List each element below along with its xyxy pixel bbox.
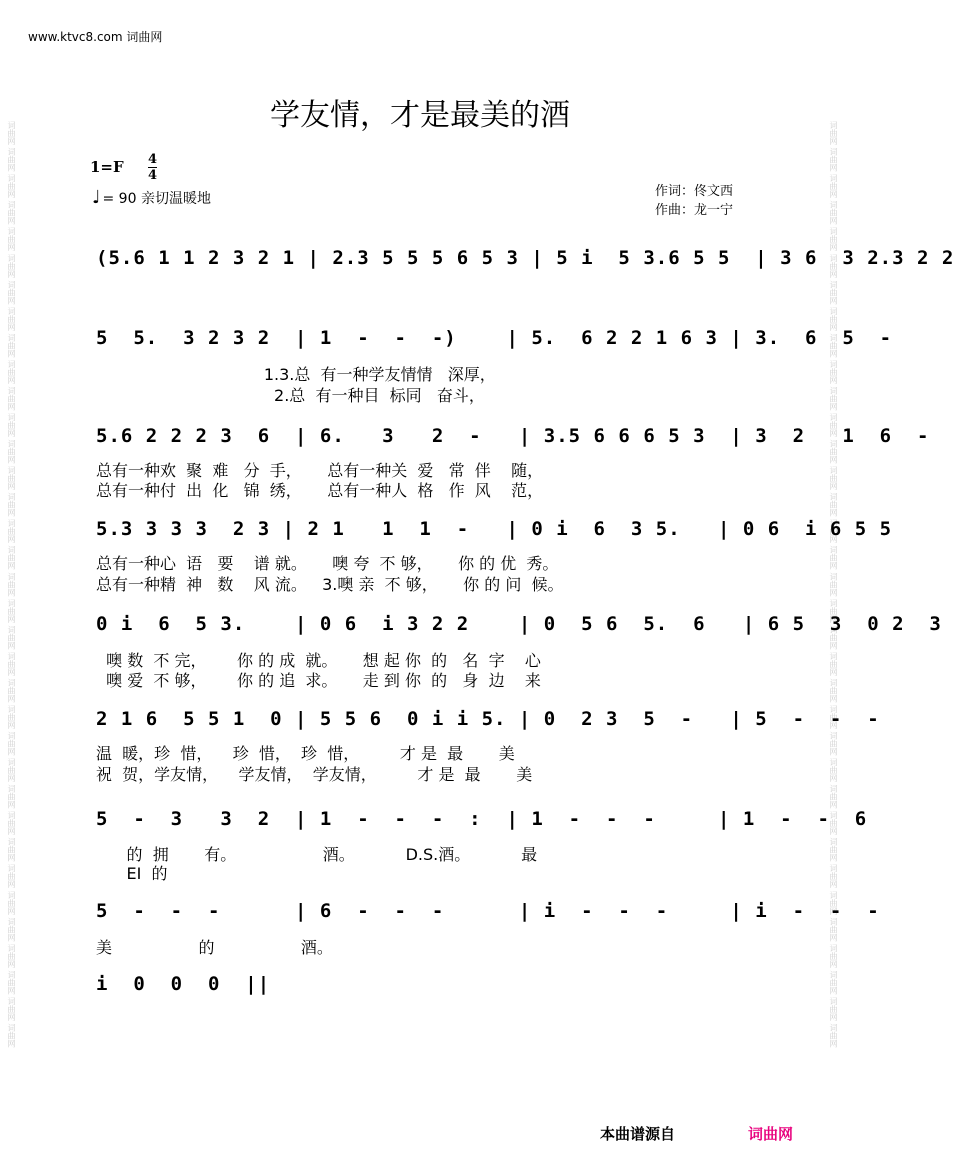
lyric-row-5-line-1: 噢 数 不 完， 你 的 成 就。 想 起 你 的 名 字 心: [96, 651, 541, 670]
lyric-row-6-line-2: 祝 贺，学友情， 学友情， 学友情， 才 是 最 美: [96, 765, 533, 784]
notation-row-5: 0 i 6 5 3. | 0 6 i 3 2 2 | 0 5 6 5. 6 | 6 5 3 0 2 3: [96, 613, 942, 635]
tempo-marking: [92, 187, 211, 208]
time-sig-bottom: 4: [148, 168, 158, 183]
notation-row-8: 5 - - - | 6 - - - | i - - - | i - - -: [96, 900, 880, 922]
quarter-note-icon: ♩: [92, 187, 101, 208]
lyric-row-4-line-2: 总有一种精 神 数 风 流。 3.噢 亲 不 够， 你 的 问 候。: [96, 575, 564, 594]
notation-row-3: 5.6 2 2 2 3 6 | 6. 3 2 - | 3.5 6 6 6 5 3 | 3 2 1 6 -: [96, 425, 930, 447]
footer-source-link[interactable]: 词曲网: [748, 1125, 794, 1143]
tempo-text: = 90 亲切温暖地: [102, 191, 211, 207]
site-header[interactable]: www.ktvc8.com 词曲网: [28, 30, 163, 44]
footer-source-label: 本曲谱源自: [600, 1125, 676, 1143]
lyric-row-3-line-2: 总有一种付 出 化 锦 绣， 总有一种人 格 作 风 范，: [96, 481, 544, 500]
notation-row-6: 2 1 6 5 5 1 0 | 5 5 6 0 i i 5. | 0 2 3 5 - | 5 - - -: [96, 708, 880, 730]
notation-row-2: 5 5. 3 2 3 2 | 1 - - -) | 5. 6 2 2 1 6 3 | 3. 6 5 -: [96, 327, 893, 349]
lyric-row-7-line-1: 的 拥 有。 酒。 D.S.酒。 最: [96, 845, 538, 864]
lyric-row-6-line-1: 温 暖，珍 惜， 珍 惜， 珍 惜， 才 是 最 美: [96, 744, 515, 763]
lyric-row-5-line-2: 噢 爱 不 够， 你 的 追 求。 走 到 你 的 身 边 来: [96, 671, 541, 690]
notation-row-7: 5 - 3 3 2 | 1 - - - : | 1 - - - | 1 - - 6: [96, 808, 868, 830]
lyric-row-4-line-1: 总有一种心 语 要 谱 就。 噢 夸 不 够， 你 的 优 秀。: [96, 554, 559, 573]
lyric-row-3-line-1: 总有一种欢 聚 难 分 手， 总有一种关 爱 常 伴 随，: [96, 461, 544, 480]
lyric-row-7-line-2: EI 的: [96, 864, 168, 883]
watermark-right: 词曲网 词曲网 词曲网 词曲网 词曲网 词曲网 词曲网 词曲网 词曲网 词曲网 词曲网 词曲网 词曲网 词曲网 词曲网 词曲网 词曲网 词曲网 词曲网 词曲网 词曲网 词曲网 词曲网 词曲网 词曲网 词曲网 词曲网 词曲网 词曲网 词曲网 词曲网 词曲网 词曲网 词曲网 词曲网: [829, 121, 838, 1048]
song-title: 学友情，才是最美的酒: [270, 98, 570, 133]
lyric-row-8-line-1: 美 的 酒。: [96, 938, 333, 957]
time-signature: [148, 152, 157, 183]
lyricist: 作词：佟文西: [655, 184, 734, 199]
watermark-left: 词曲网 词曲网 词曲网 词曲网 词曲网 词曲网 词曲网 词曲网 词曲网 词曲网 词曲网 词曲网 词曲网 词曲网 词曲网 词曲网 词曲网 词曲网 词曲网 词曲网 词曲网 词曲网 词曲网 词曲网 词曲网 词曲网 词曲网 词曲网 词曲网 词曲网 词曲网 词曲网 词曲网 词曲网 词曲网: [7, 121, 16, 1048]
notation-row-1: (5.6 1 1 2 3 2 1 | 2.3 5 5 5 6 5 3 | 5 i 5 3.6 5 5 | 3 6 3 2.3 2 2: [96, 247, 954, 269]
lyric-row-2-line-1: 1.3.总 有一种学友情情 深厚，: [96, 365, 496, 384]
lyric-row-2-line-2: 2.总 有一种目 标同 奋斗，: [96, 386, 485, 405]
notation-row-9: i 0 0 0 ||: [96, 973, 271, 995]
key-signature: 1=F: [90, 158, 124, 176]
composer: 作曲：龙一宁: [655, 203, 734, 218]
time-sig-top: 4: [148, 152, 158, 167]
notation-row-4: 5.3 3 3 3 2 3 | 2 1 1 1 - | 0 i 6 3 5. | 0 6 i 6 5 5: [96, 518, 893, 540]
